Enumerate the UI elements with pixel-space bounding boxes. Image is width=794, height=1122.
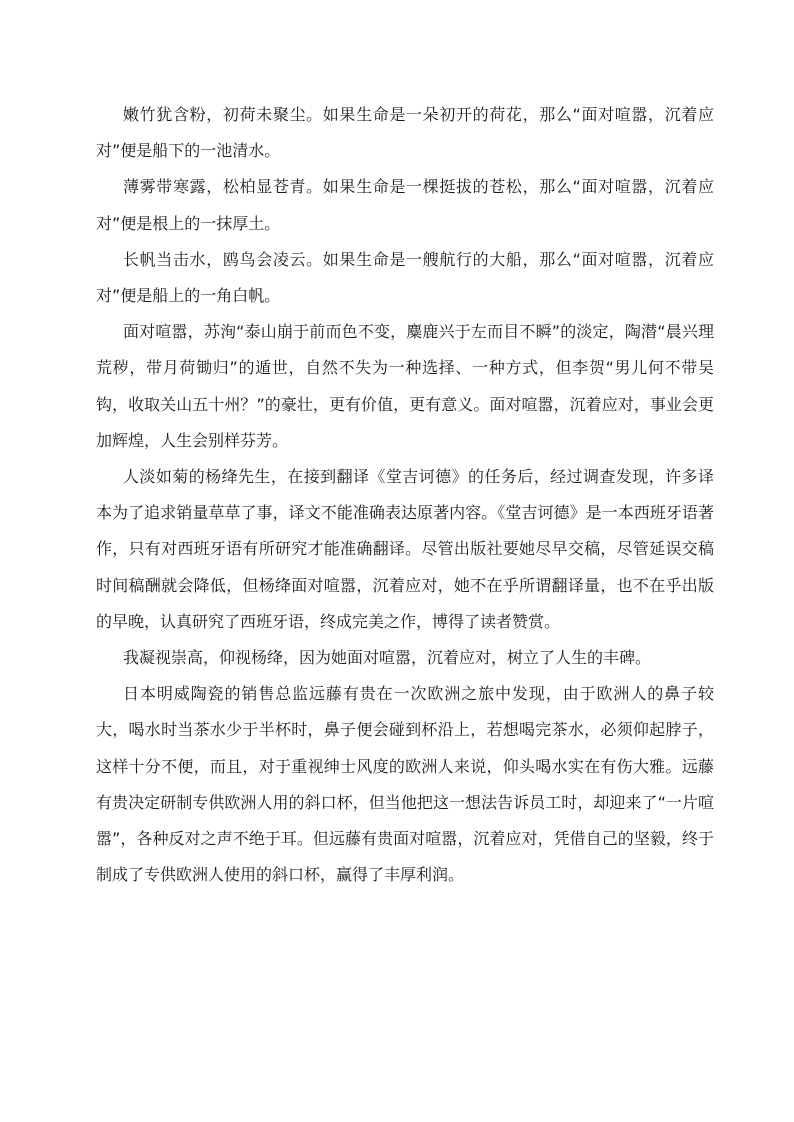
paragraph-pine: 薄雾带寒露，松柏显苍青。如果生命是一棵挺拔的苍松，那么“面对喧嚣，沉着应对”便是根上的一抹厚土。	[96, 177, 714, 233]
paragraph-tribute: 我凝视崇高，仰视杨绛，因为她面对喧嚣，沉着应对，树立了人生的丰碑。	[123, 648, 652, 668]
paragraph-historical-figures: 面对喧嚣，苏洵“泰山崩于前而色不变，麋鹿兴于左而目不瞬”的淡定，陶潜“晨兴理荒秽，带月荷锄归”的遁世，自然不失为一种选择、一种方式，但李贺“男儿何不带吴钩，收取关山五十州？”的豪壮，更有价值，更有意义。面对喧嚣，沉着应对，事业会更加辉煌，人生会别样芬芳。	[96, 322, 714, 450]
paragraph-sail: 长帆当击水，鸥鸟会凌云。如果生命是一艘航行的大船，那么“面对喧嚣，沉着应对”便是船上的一角白帆。	[96, 249, 714, 306]
paragraph-lotus: 嫩竹犹含粉，初荷未聚尘。如果生命是一朵初开的荷花，那么“面对喧嚣，沉着应对”便是船下的一池清水。	[96, 105, 714, 161]
paragraph-endo-yuki: 日本明威陶瓷的销售总监远藤有贵在一次欧洲之旅中发现，由于欧洲人的鼻子较大，喝水时当茶水少于半杯时，鼻子便会碰到杯沿上，若想喝完茶水，必须仰起脖子，这样十分不便，而且，对于重视绅士风度的欧洲人来说，仰头喝水实在有伤大雅。远藤有贵决定研制专供欧洲人用的斜口杯，但当他把这一想法告诉员工时，却迎来了“一片喧嚣”，各种反对之声不绝于耳。但远藤有贵面对喧嚣，沉着应对，凭借自己的坚毅，终于制成了专供欧洲人使用的斜口杯，赢得了丰厚利润。	[96, 684, 714, 885]
essay-body	[96, 97, 714, 893]
paragraph-yang-jiang: 人淡如菊的杨绛先生，在接到翻译《堂吉诃德》的任务后，经过调查发现，许多译本为了追求销量草草了事，译文不能准确表达原著内容。《堂吉诃德》是一本西班牙语著作，只有对西班牙语有所研究才能准确翻译。尽管出版社要她尽早交稿，尽管延误交稿时间稿酬就会降低，但杨绛面对喧嚣，沉着应对，她不在乎所谓翻译量，也不在乎出版的早晚，认真研究了西班牙语，终成完美之作，博得了读者赞赏。	[96, 467, 714, 631]
